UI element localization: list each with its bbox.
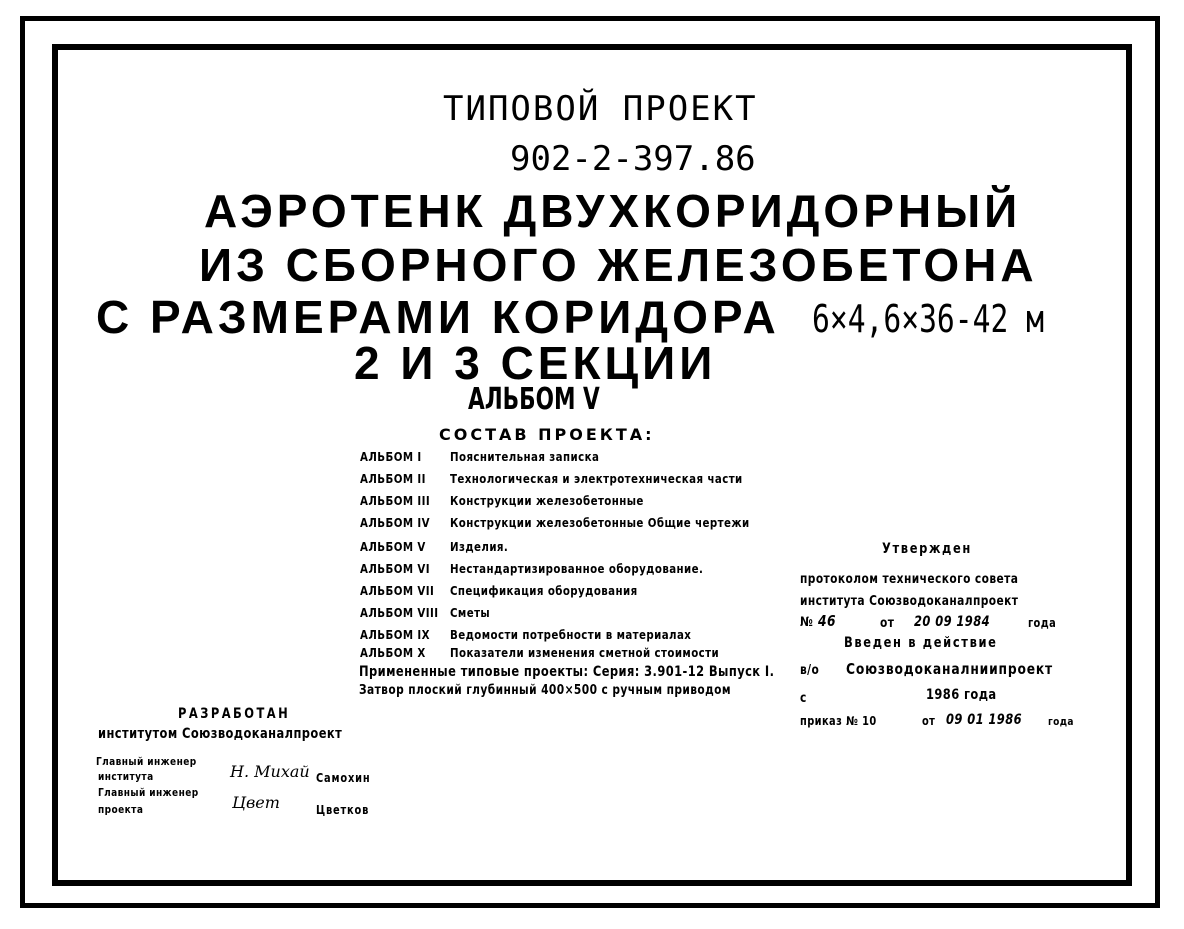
approval-from: от <box>880 616 895 631</box>
composition-item-album: АЛЬБОМ VIII <box>360 605 439 620</box>
composition-item-title: Конструкции железобетонные <box>450 493 644 508</box>
enacted-org-prefix: в/о <box>800 663 820 678</box>
chief-engineer-project-label-1: Главный инженер <box>98 786 199 799</box>
composition-item-album: АЛЬБОМ II <box>360 471 426 486</box>
enacted-heading: Введен в действие <box>844 635 998 651</box>
composition-item-title: Ведомости потребности в материалах <box>450 627 692 642</box>
approved-heading: Утвержден <box>882 541 972 557</box>
approval-no-value: 46 <box>818 612 836 630</box>
composition-item-title: Спецификация оборудования <box>450 583 638 598</box>
order-from: от <box>922 714 936 728</box>
composition-item-title: Нестандартизированное оборудование. <box>450 561 704 576</box>
name-tsvetkov: Цветков <box>316 803 370 817</box>
approval-date: 20 09 1984 <box>914 614 991 630</box>
album-number: АЛЬБОМ V <box>468 382 600 417</box>
order-date: 09 01 1986 <box>946 712 1023 728</box>
signature-samokhin: Н. Михай <box>230 762 310 781</box>
enacted-org: Союзводоканалниипроект <box>846 660 1054 678</box>
title-line-3: С РАЗМЕРАМИ КОРИДОРА <box>96 291 780 343</box>
signature-tsvetkov: Цвет <box>232 793 280 812</box>
composition-item-album: АЛЬБОМ IX <box>360 627 430 642</box>
composition-item-album: АЛЬБОМ I <box>360 449 422 464</box>
composition-item-title: Сметы <box>450 605 491 620</box>
composition-item-album: АЛЬБОМ VII <box>360 583 435 598</box>
composition-item-album: АЛЬБОМ X <box>360 645 426 660</box>
composition-item-album: АЛЬБОМ V <box>360 539 426 554</box>
applied-projects-line-1: Примененные типовые проекты: Серия: 3.901-12 Выпуск I. <box>359 664 775 680</box>
enacted-year: 1986 года <box>926 687 997 703</box>
corridor-dimensions: 6×4,6×36-42 м <box>812 297 1044 341</box>
chief-engineer-project-label-2: проекта <box>98 803 144 816</box>
composition-item-album: АЛЬБОМ VI <box>360 561 430 576</box>
composition-item-title: Изделия. <box>450 539 509 554</box>
project-number: 902-2-397.86 <box>510 139 756 179</box>
composition-item-title: Показатели изменения сметной стоимости <box>450 645 720 660</box>
chief-engineer-institute-label-2: института <box>98 770 154 783</box>
composition-item-title: Конструкции железобетонные Общие чертежи <box>450 515 750 530</box>
name-samokhin: Самохин <box>316 771 371 785</box>
composition-heading: СОСТАВ ПРОЕКТА: <box>439 425 655 444</box>
title-line-2: ИЗ СБОРНОГО ЖЕЛЕЗОБЕТОНА <box>199 239 1038 291</box>
approval-protocol: протоколом технического совета <box>800 572 1019 587</box>
chief-engineer-institute-label-1: Главный инженер <box>96 755 197 768</box>
developer-institute: институтом Союзводоканалпроект <box>98 726 343 742</box>
title-line-4: 2 И 3 СЕКЦИИ <box>354 337 717 389</box>
project-type-heading: ТИПОВОЙ ПРОЕКТ <box>443 89 758 129</box>
composition-item-album: АЛЬБОМ III <box>360 493 431 508</box>
title-line-1: АЭРОТЕНК ДВУХКОРИДОРНЫЙ <box>204 185 1022 237</box>
approval-no-label: № <box>800 615 814 630</box>
developer-heading: РАЗРАБОТАН <box>178 706 291 722</box>
enacted-c-label: с <box>800 691 807 706</box>
approval-institute: института Союзводоканалпроект <box>800 594 1019 609</box>
approval-year-word: года <box>1028 616 1057 630</box>
order-year-word: года <box>1048 715 1074 728</box>
composition-item-title: Пояснительная записка <box>450 449 600 464</box>
composition-item-album: АЛЬБОМ IV <box>360 515 430 530</box>
composition-item-title: Технологическая и электротехническая части <box>450 471 743 486</box>
order-number: приказ № 10 <box>800 714 877 728</box>
applied-projects-line-2: Затвор плоский глубинный 400×500 с ручным приводом <box>359 683 732 698</box>
